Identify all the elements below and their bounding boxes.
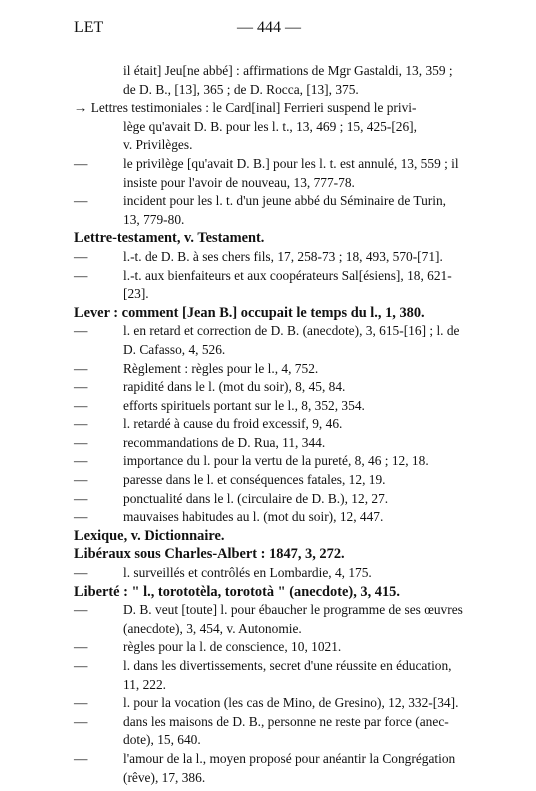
dash-glyph: — — [74, 397, 88, 413]
dash-glyph: — — [74, 360, 88, 376]
index-line: D. Cafasso, 4, 526. — [123, 341, 226, 357]
dash-glyph: — — [74, 193, 88, 209]
dash-glyph: — — [74, 509, 88, 525]
index-line: (rêve), 17, 386. — [123, 769, 206, 785]
index-line: — rapidité dans le l. (mot du soir), 8, 45, 84. — [74, 378, 466, 397]
dash-glyph: — — [74, 695, 88, 711]
index-line: de D. B., [13], 365 ; de D. Rocca, [13], 375. — [123, 81, 359, 97]
index-line: — l. retardé à cause du froid excessif, 9, 46. — [74, 415, 466, 434]
dash-glyph: — — [74, 155, 88, 171]
dash-glyph: — — [74, 416, 88, 432]
dash-glyph: — — [74, 434, 88, 450]
index-line: — l.-t. aux bienfaiteurs et aux coopérateurs Sal[ésiens], 18, 621-[23]. — [74, 267, 452, 302]
dash-glyph: — — [74, 658, 88, 673]
index-line: — le privilège [qu'avait D. B.] pour les l. t. est annulé, 13, 559 ; il — [74, 155, 466, 174]
index-line: Libéraux sous Charles-Albert : 1847, 3, 272. — [74, 546, 345, 563]
index-line: — incident pour les l. t. d'un jeune abbé du Séminaire de Turin, — [74, 192, 466, 211]
dash-glyph: — — [74, 453, 88, 469]
index-line: 13, 779-80. — [123, 211, 185, 227]
dash-glyph: — — [74, 639, 88, 655]
index-entries — [74, 62, 466, 787]
index-line: — dans les maisons de D. B., personne ne reste par force (anec- — [74, 713, 466, 732]
dash-glyph: — — [74, 750, 88, 766]
dash-glyph: — — [74, 248, 88, 264]
index-line: — l. pour la vocation (les cas de Mino, de Gresino), 12, 332-[34]. — [74, 694, 466, 713]
index-line: Lettre-testament, v. Testament. — [74, 230, 265, 247]
index-line: — ponctualité dans le l. (circulaire de D. B.), 12, 27. — [74, 490, 466, 509]
index-line: — paresse dans le l. et conséquences fatales, 12, 19. — [74, 471, 466, 490]
index-line: insiste pour l'avoir de nouveau, 13, 777-78. — [123, 174, 355, 190]
dash-glyph: — — [74, 472, 88, 488]
running-header — [74, 19, 464, 41]
index-line: Lexique, v. Dictionnaire. — [74, 527, 225, 544]
dash-glyph: — — [74, 713, 88, 729]
dash-glyph: — — [74, 379, 88, 395]
index-line: (anecdote), 3, 454, v. Autonomie. — [123, 620, 302, 636]
index-line: — l. surveillés et contrôlés en Lombardie, 4, 175. — [74, 564, 466, 583]
index-line: 11, 222. — [123, 676, 167, 692]
index-line: → Lettres testimoniales : le Card[inal] Ferrieri suspend le privi- — [74, 100, 417, 116]
index-line: — l'amour de la l., moyen proposé pour anéantir la Congrégation — [74, 750, 466, 769]
index-line: — règles pour la l. de conscience, 10, 1021. — [74, 638, 466, 657]
index-line: — l. dans les divertissements, secret d'une réussite en éducation, — [74, 657, 466, 676]
index-line: — efforts spirituels portant sur le l., 8, 352, 354. — [74, 397, 466, 416]
index-line: — mauvaises habitudes au l. (mot du soir), 12, 447. — [74, 508, 466, 527]
header-section-label: LET — [74, 19, 104, 36]
index-line: — l.-t. de D. B. à ses chers fils, 17, 258-73 ; 18, 493, 570-[71]. — [74, 248, 466, 267]
dash-glyph: — — [74, 602, 88, 618]
dash-glyph: — — [74, 490, 88, 506]
index-line: — recommandations de D. Rua, 11, 344. — [74, 434, 466, 453]
index-line: lège qu'avait D. B. pour les l. t., 13, 469 ; 15, 425-[26], — [123, 118, 417, 134]
dash-glyph: — — [74, 565, 88, 581]
index-line: — Règlement : règles pour le l., 4, 752. — [74, 360, 466, 379]
index-line: dote), 15, 640. — [123, 732, 201, 748]
index-line: — importance du l. pour la vertu de la pureté, 8, 46 ; 12, 18. — [74, 452, 466, 471]
page-number: — 444 — — [237, 19, 301, 36]
dash-glyph: — — [74, 267, 88, 283]
dash-glyph: — — [74, 323, 88, 339]
index-line: il était] Jeu[ne abbé] : affirmations de Mgr Gastaldi, 13, 359 ; — [123, 63, 453, 78]
index-line: v. Privilèges. — [123, 137, 193, 153]
index-line: — D. B. veut [toute] l. pour ébaucher le programme de ses œuvres — [74, 601, 466, 620]
index-line: Lever : comment [Jean B.] occupait le temps du l., 1, 380. — [74, 304, 425, 321]
index-line: Liberté : " l., torototèla, torototà " (anecdote), 3, 415. — [74, 583, 400, 600]
index-line: — l. en retard et correction de D. B. (anecdote), 3, 615-[16] ; l. de — [74, 322, 466, 341]
